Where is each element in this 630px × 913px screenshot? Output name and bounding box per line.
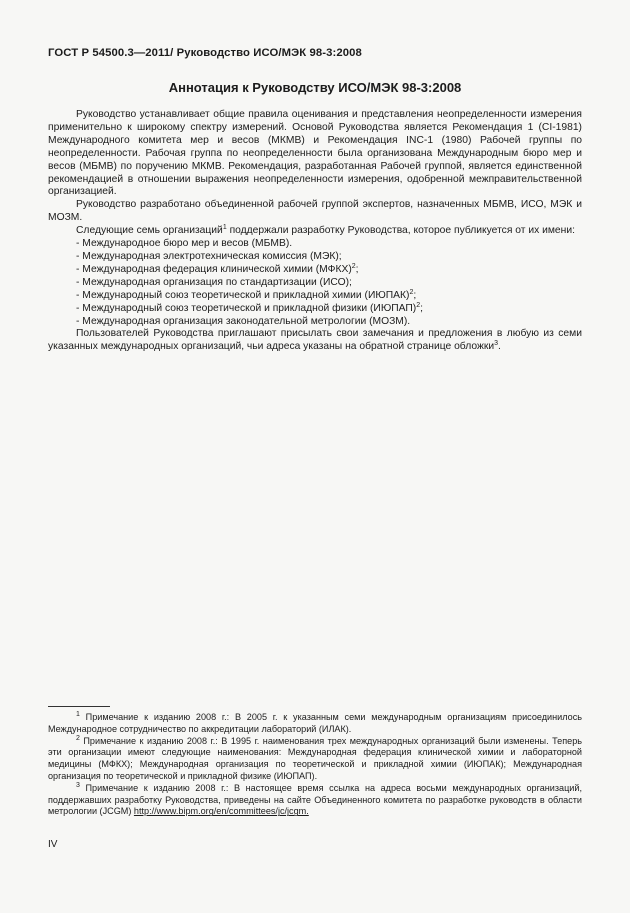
footnote-divider (48, 706, 110, 707)
footnote-ref-2[interactable]: 2 (409, 288, 414, 296)
paragraph-organizations-intro (48, 225, 582, 238)
list-item: - Международная федерация клинической химии (МФКХ)$^2$; (76, 262, 359, 275)
footnotes (48, 712, 582, 818)
page-title: Аннотация к Руководству ИСО/МЭК 98-3:2008 (168, 80, 462, 95)
footnote-1: $^1$ Примечание к изданию 2008 г.: В 2005 г. к указанным семи международным организациям присоединилось Международное сотрудничество по аккредитации лабораторий (ИЛАК). (48, 711, 582, 734)
page-number: IV (48, 839, 58, 850)
footnote-ref-1[interactable]: 1 (222, 224, 227, 232)
paragraph-feedback: Пользователей Руководства приглашают присылать свои замечания и предложения в любую из семи указанных международных организаций, чьи адреса указаны на обратной странице обложки$^3$. (48, 328, 582, 353)
footnote-ref-3[interactable]: 3 (494, 340, 499, 348)
annotation-body (48, 109, 582, 354)
list-item: - Международное бюро мер и весов (МБМВ). (76, 238, 293, 250)
footnote-ref-2[interactable]: 2 (416, 301, 421, 309)
footnote-3: $^3$ Примечание к изданию 2008 г.: В настоящее время ссылка на адреса восьми международных организаций, поддержавших разработку Руководства, приведены на сайте Объединенного комитета по разработке руководств в области метрологии (JCGM) http://www.bipm.org/en/committees/jc/jcgm. (48, 781, 582, 817)
document-header: ГОСТ Р 54500.3—2011/ Руководство ИСО/МЭК 98-3:2008 (48, 47, 362, 59)
list-item: - Международная организация по стандартизации (ИСО); (76, 276, 352, 288)
jcgm-link[interactable]: http://www.bipm.org/en/committees/jc/jcgm. (133, 806, 309, 817)
footnote-ref-2[interactable]: 2 (351, 262, 356, 270)
footnote-2: $^2$ Примечание к изданию 2008 г.: В 1995 г. наименования трех международных организаций были изменены. Теперь эти организации имеют следующие наименования: Международная федерация клинической химии и лабораторной медицины (МФКХ); Международная организация по теоретической и прикладной химии (ИЮПАК); Международная организация по теоретической и прикладной физике (ИЮПАП). (48, 734, 582, 781)
intro-text-end: поддержали разработку Руководства, которое публикуется от их имени: (226, 225, 575, 237)
paragraph-scope: Руководство устанавливает общие правила оценивания и представления неопределенности измерения применительно к широкому спектру измерений. Основой Руководства является Рекомендация 1 (CI-1981) Международного комитета мер и весов (МКМВ) и Рекомендация INC-1 (1980) Рабочей группы по неопределенности. Рабочая группа по неопределенности была организована Международным бюро мер и весов (МБМВ) по поручению МКМВ. Рекомендация, разработанная Рабочей группой, является единственной рекомендацией в отношении выражения неопределенности измерения, одобренной межправительственной организацией. (48, 109, 582, 198)
list-item: - Международный союз теоретической и прикладной физики (ИЮПАП)$^2$; (76, 301, 423, 314)
intro-text: Следующие семь организаций (76, 225, 223, 237)
list-item: - Международный союз теоретической и прикладной химии (ИЮПАК)$^2$; (76, 288, 417, 301)
list-item: - Международная организация законодательной метрологии (МОЗМ). (76, 315, 411, 327)
list-item: - Международная электротехническая комиссия (МЭК); (76, 250, 342, 262)
paragraph-authors: Руководство разработано объединенной рабочей группой экспертов, назначенных МБМВ, ИСО, МЭК и МОЗМ. (48, 199, 582, 224)
